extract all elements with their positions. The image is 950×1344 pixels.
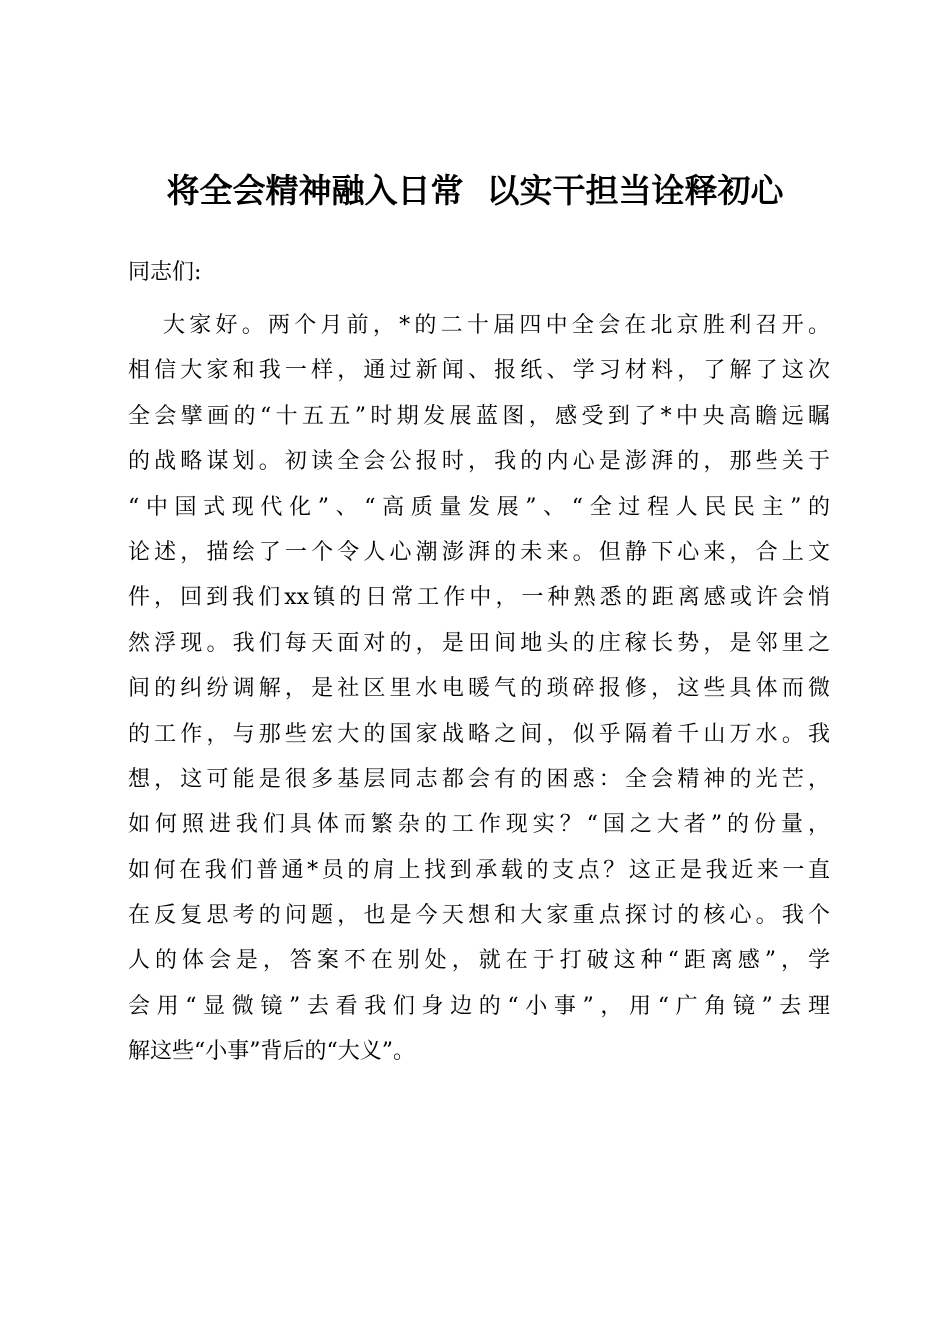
paragraph-line: 如何照进我们具体而繁杂的工作现实？“国之大者”的份量， [128, 812, 830, 838]
paragraph-line: 会用“显微镜”去看我们身边的“小事”，用“广角镜”去理 [128, 993, 830, 1019]
paragraph-line: 想，这可能是很多基层同志都会有的困惑：全会精神的光芒， [128, 766, 830, 792]
paragraph-line: 间的纠纷调解，是社区里水电暖气的琐碎报修，这些具体而微 [128, 676, 830, 702]
paragraph-line: 论述，描绘了一个令人心潮澎湃的未来。但静下心来，合上文 [128, 539, 830, 565]
paragraph-line: 大家好。两个月前，*的二十届四中全会在北京胜利召开。 [163, 313, 830, 338]
paragraph-line: 解这些“小事”背后的“大义”。 [128, 1039, 415, 1065]
document-title: 将全会精神融入日常 以实干担当诠释初心 [166, 171, 784, 210]
paragraph-line: 在反复思考的问题，也是今天想和大家重点探讨的核心。我个 [128, 903, 830, 929]
body-paragraph [128, 303, 830, 1075]
paragraph-line: 然浮现。我们每天面对的，是田间地头的庄稼长势，是邻里之 [128, 630, 830, 656]
paragraph-line: 相信大家和我一样，通过新闻、报纸、学习材料，了解了这次 [128, 358, 830, 384]
paragraph-line: 件，回到我们xx镇的日常工作中，一种熟悉的距离感或许会悄 [128, 585, 830, 611]
paragraph-line: 的战略谋划。初读全会公报时，我的内心是澎湃的，那些关于 [128, 449, 830, 475]
paragraph-line: 如何在我们普通*员的肩上找到承载的支点？这正是我近来一直 [128, 857, 830, 883]
paragraph-line: 全会擘画的“十五五”时期发展蓝图，感受到了*中央高瞻远瞩 [128, 403, 830, 429]
paragraph-line: “中国式现代化”、“高质量发展”、“全过程人民民主”的 [128, 494, 830, 520]
paragraph-line: 人的体会是，答案不在别处，就在于打破这种“距离感”，学 [128, 948, 830, 974]
salutation: 同志们: [128, 260, 202, 285]
paragraph-line: 的工作，与那些宏大的国家战略之间，似乎隔着千山万水。我 [128, 721, 830, 747]
